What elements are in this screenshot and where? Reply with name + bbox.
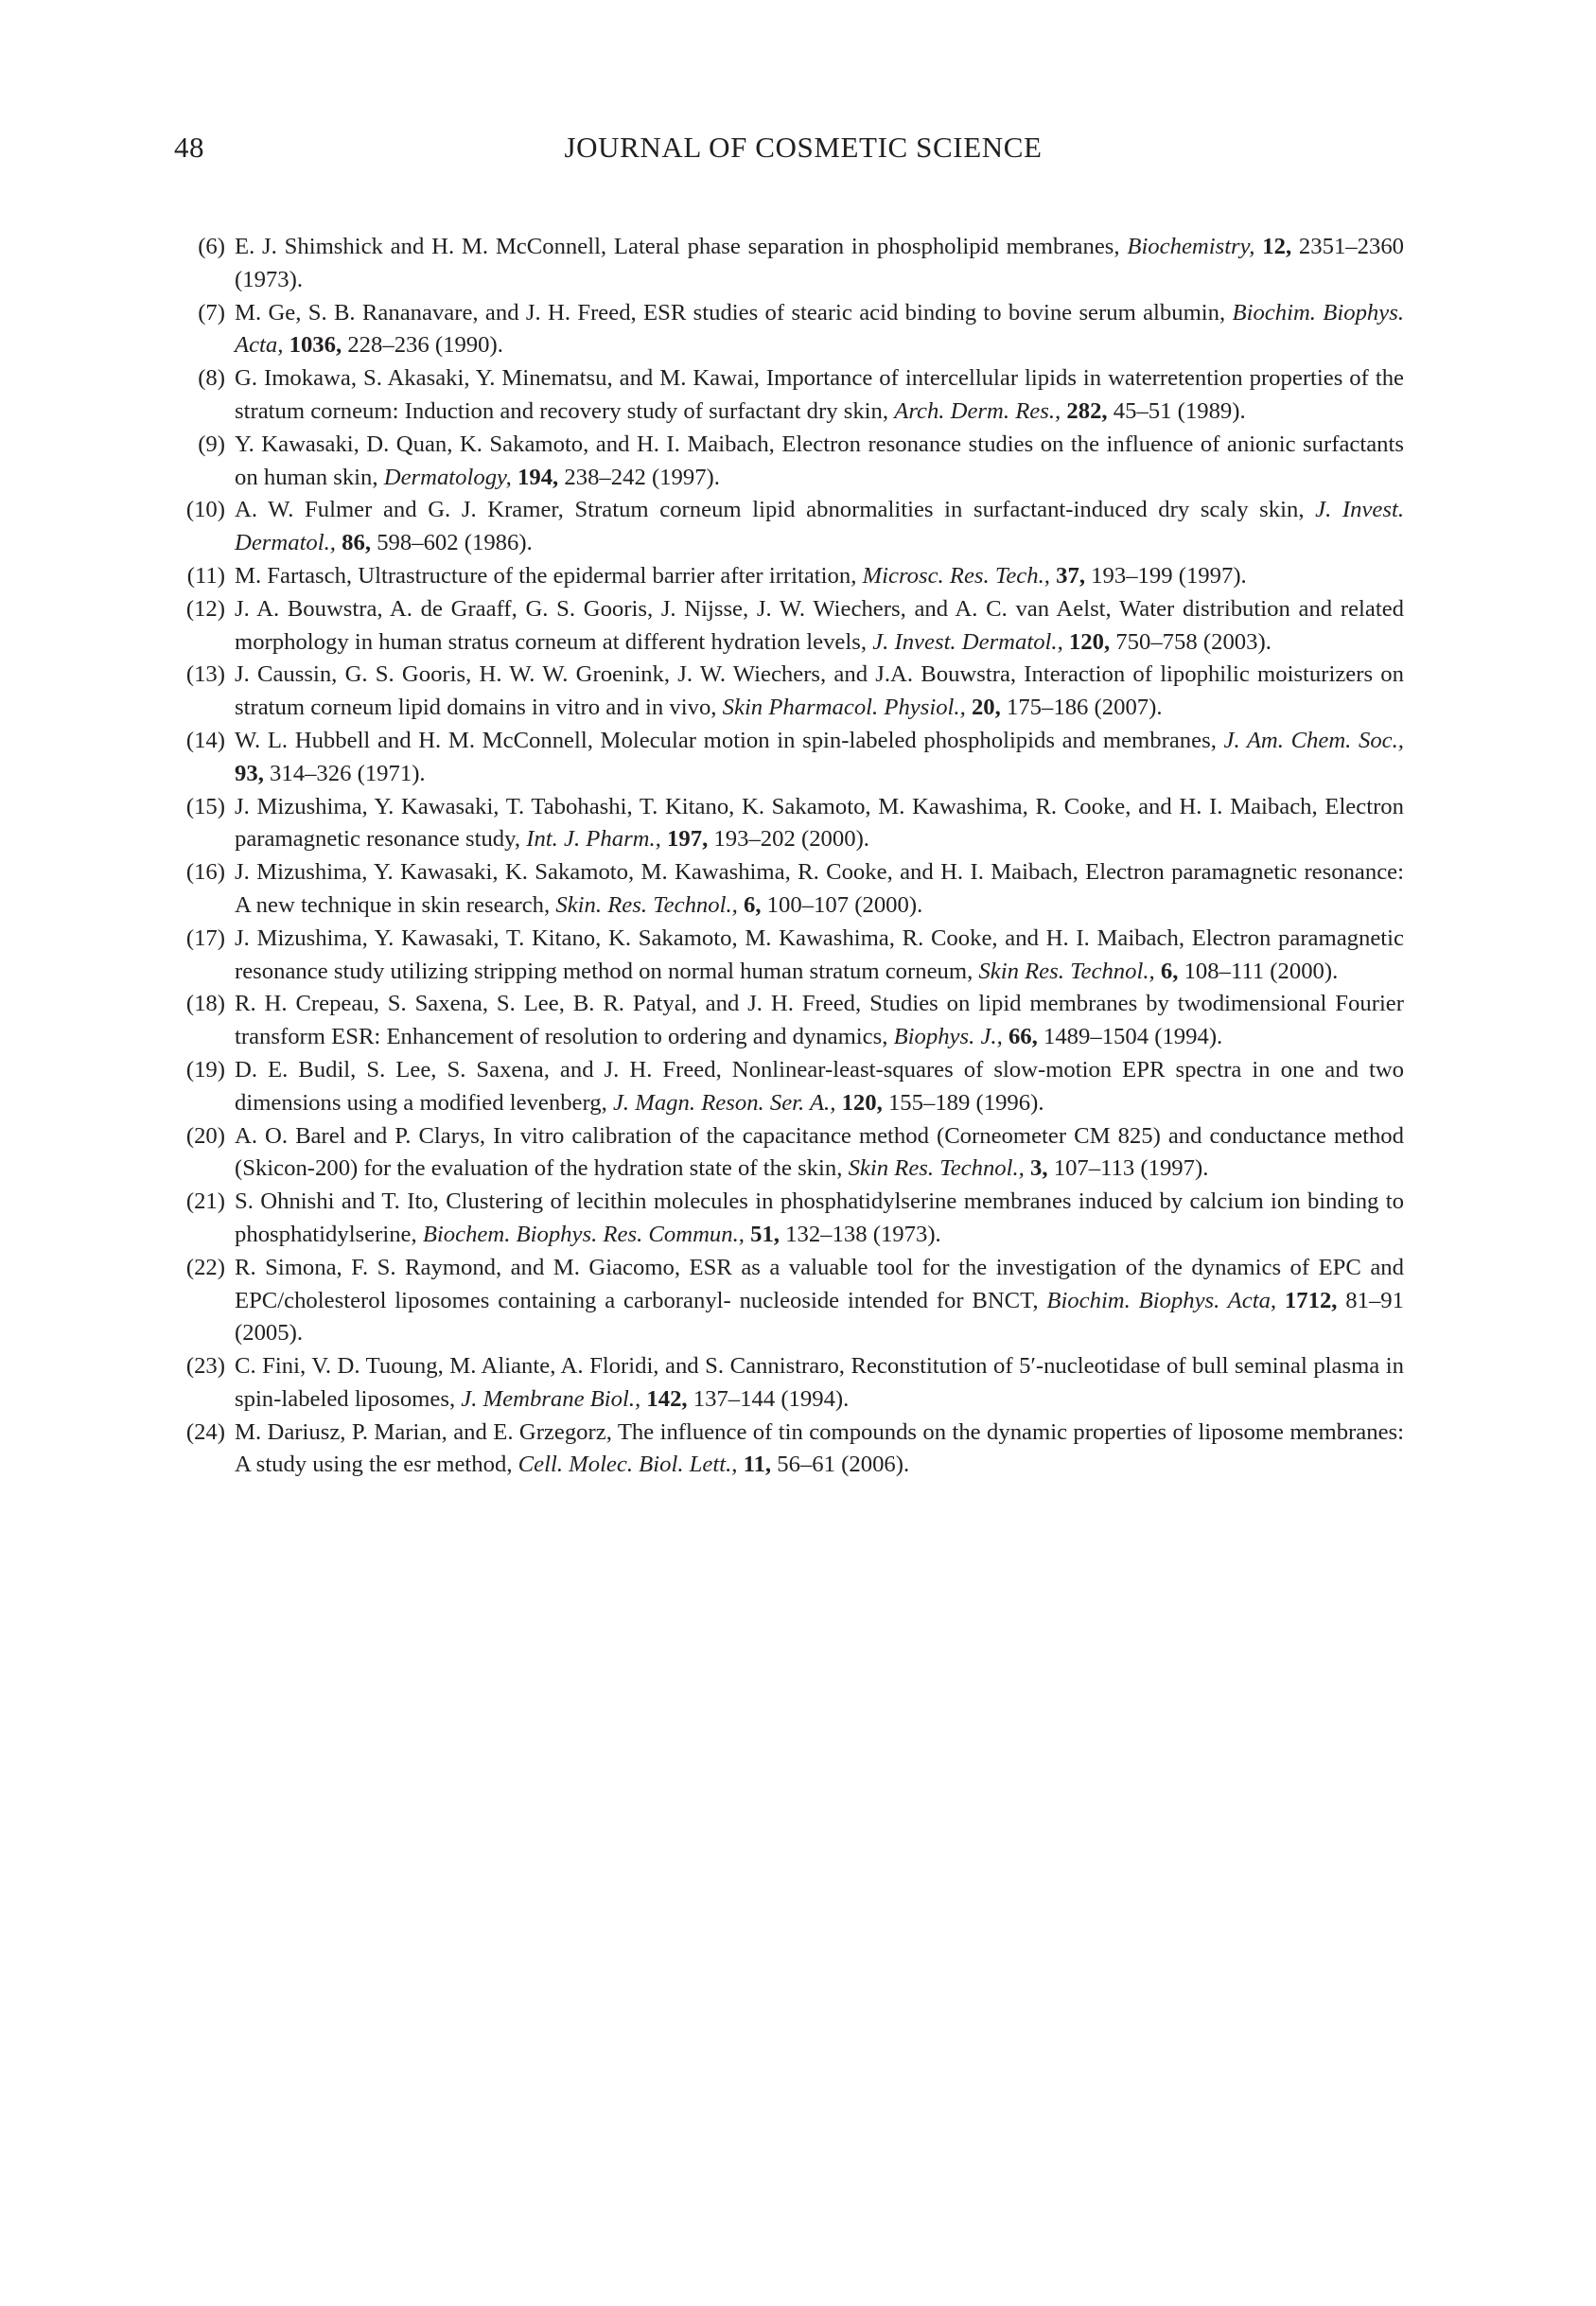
- reference-number: (13): [185, 661, 225, 688]
- reference-number: (20): [185, 1122, 225, 1149]
- reference-item: [174, 1252, 1404, 1350]
- reference-pages: 228–236 (1990).: [342, 332, 503, 359]
- reference-pages: 56–61 (2006).: [771, 1452, 910, 1478]
- reference-text: Y. Kawasaki, D. Quan, K. Sakamoto, and H. I. Maibach, Electron resonance studies on the influence of anionic surfactants on human skin,: [235, 431, 1404, 490]
- reference-volume: 6,: [743, 891, 762, 918]
- reference-text: R. Simona, F. S. Raymond, and M. Giacomo, ESR as a valuable tool for the investigation of the dynamics of EPC and EPC/cholesterol liposomes containing a carboranyl- nucleoside intended for BNCT,: [235, 1254, 1404, 1313]
- reference-text: M. Ge, S. B. Rananavare, and J. H. Freed, ESR studies of stearic acid binding to bovine serum albumin,: [235, 299, 1233, 326]
- reference-text: A. W. Fulmer and G. J. Kramer, Stratum corneum lipid abnormalities in surfactant-induced dry scaly skin,: [235, 497, 1316, 523]
- reference-text: J. Mizushima, Y. Kawasaki, K. Sakamoto, M. Kawashima, R. Cooke, and H. I. Maibach, Electron paramagnetic resonance: A new technique in skin research,: [235, 859, 1404, 918]
- reference-number: (15): [185, 793, 225, 819]
- reference-volume: 20,: [971, 695, 1001, 721]
- reference-journal: J. Am. Chem. Soc.,: [1223, 727, 1404, 753]
- reference-pages: 750–758 (2003).: [1110, 628, 1272, 655]
- reference-volume: 120,: [841, 1089, 883, 1116]
- reference-journal: Biochemistry,: [1127, 234, 1255, 259]
- reference-number: (23): [185, 1353, 225, 1380]
- reference-pages: 193–199 (1997).: [1084, 562, 1247, 589]
- reference-item: [174, 1054, 1404, 1120]
- reference-text: R. H. Crepeau, S. Saxena, S. Lee, B. R. Patyal, and J. H. Freed, Studies on lipid membranes by twodimensional Fourier transform ESR: Enhancement of resolution to ordering and dynamics,: [235, 991, 1404, 1050]
- reference-number: (12): [185, 595, 225, 622]
- reference-volume: 120,: [1068, 628, 1111, 655]
- reference-journal: Biophys. J.,: [893, 1024, 1003, 1050]
- reference-journal: J. Magn. Reson. Ser. A.,: [612, 1089, 836, 1116]
- reference-pages: 193–202 (2000).: [708, 826, 869, 853]
- reference-text: M. Dariusz, P. Marian, and E. Grzegorz, The influence of tin compounds on the dynamic properties of liposome membranes: A study using the esr method,: [235, 1418, 1404, 1478]
- reference-item: [174, 1120, 1404, 1187]
- reference-journal: Microsc. Res. Tech.,: [862, 562, 1050, 589]
- reference-volume: 282,: [1066, 397, 1108, 424]
- reference-pages: 238–242 (1997).: [558, 464, 720, 490]
- reference-item: [174, 923, 1404, 989]
- reference-item: [174, 494, 1404, 560]
- reference-text: J. Caussin, G. S. Gooris, H. W. W. Groenink, J. W. Wiechers, and J.A. Bouwstra, Interaction of lipophilic moisturizers on stratum corneum lipid domains in vitro and in vivo,: [235, 661, 1404, 721]
- reference-journal: Skin Res. Technol.,: [978, 958, 1155, 984]
- reference-journal: Biochim. Biophys. Acta,: [235, 299, 1404, 359]
- reference-volume: 37,: [1056, 562, 1085, 589]
- reference-pages: 155–189 (1996).: [882, 1089, 1044, 1116]
- reference-journal: Skin. Res. Technol.,: [555, 891, 738, 918]
- reference-number: (10): [185, 497, 225, 523]
- reference-volume: 142,: [646, 1385, 688, 1412]
- page-header: [174, 131, 1432, 168]
- reference-volume: 12,: [1262, 234, 1292, 259]
- reference-pages: 81–91 (2005).: [235, 1287, 1404, 1347]
- reference-pages: 100–107 (2000).: [761, 891, 923, 918]
- reference-pages: 132–138 (1973).: [779, 1221, 941, 1247]
- reference-number: (24): [185, 1418, 225, 1445]
- reference-volume: 93,: [235, 760, 264, 786]
- reference-text: D. E. Budil, S. Lee, S. Saxena, and J. H. Freed, Nonlinear-least-squares of slow-motion EPR spectra in one and two dimensions using a modified levenberg,: [235, 1056, 1404, 1116]
- reference-journal: Dermatology,: [383, 464, 512, 490]
- reference-item: [174, 362, 1404, 429]
- reference-journal: Int. J. Pharm.,: [526, 826, 661, 853]
- reference-number: (21): [185, 1188, 225, 1215]
- reference-item: [174, 725, 1404, 791]
- reference-volume: 1036,: [289, 332, 342, 359]
- reference-journal: J. Membrane Biol.,: [461, 1385, 641, 1412]
- reference-volume: 86,: [342, 530, 372, 556]
- reference-number: (9): [198, 431, 225, 457]
- reference-journal: J. Invest. Dermatol.,: [235, 497, 1404, 556]
- reference-journal: Biochim. Biophys. Acta,: [1046, 1287, 1277, 1313]
- reference-journal: Biochem. Biophys. Res. Commun.,: [422, 1221, 745, 1247]
- reference-number: (11): [186, 562, 225, 589]
- reference-journal: J. Invest. Dermatol.,: [872, 628, 1063, 655]
- reference-pages: 107–113 (1997).: [1047, 1155, 1209, 1182]
- reference-pages: 1489–1504 (1994).: [1037, 1024, 1223, 1050]
- reference-volume: 11,: [743, 1452, 772, 1478]
- reference-pages: 108–111 (2000).: [1178, 958, 1339, 984]
- reference-text: M. Fartasch, Ultrastructure of the epidermal barrier after irritation,: [235, 562, 863, 589]
- reference-text: J. Mizushima, Y. Kawasaki, T. Tabohashi, T. Kitano, K. Sakamoto, M. Kawashima, R. Cooke, and H. I. Maibach, Electron paramagnetic resonance study,: [235, 793, 1404, 853]
- reference-item: [174, 1350, 1404, 1417]
- reference-journal: Skin Pharmacol. Physiol.,: [722, 695, 966, 721]
- reference-pages: 45–51 (1989).: [1107, 397, 1246, 424]
- reference-item: [174, 1186, 1404, 1252]
- reference-journal: Cell. Molec. Biol. Lett.,: [517, 1452, 738, 1478]
- reference-volume: 66,: [1008, 1024, 1038, 1050]
- reference-item: [174, 560, 1404, 593]
- reference-number: (14): [185, 727, 225, 753]
- reference-volume: 6,: [1160, 958, 1179, 984]
- reference-volume: 3,: [1030, 1155, 1048, 1182]
- reference-number: (7): [198, 299, 225, 326]
- reference-item: [174, 659, 1404, 725]
- reference-number: (6): [198, 234, 225, 259]
- reference-item: [174, 1417, 1404, 1483]
- reference-number: (17): [185, 924, 225, 951]
- reference-volume: 51,: [750, 1221, 780, 1247]
- reference-item: [174, 429, 1404, 495]
- reference-list: [174, 231, 1404, 1482]
- reference-text: E. J. Shimshick and H. M. McConnell, Lateral phase separation in phospholipid membranes,: [235, 234, 1128, 259]
- reference-pages: 137–144 (1994).: [687, 1385, 850, 1412]
- running-head: JOURNAL OF COSMETIC SCIENCE: [564, 131, 1043, 164]
- reference-item: [174, 297, 1404, 363]
- reference-item: [174, 856, 1404, 923]
- reference-journal: Arch. Derm. Res.,: [894, 397, 1061, 424]
- reference-item: [174, 231, 1404, 297]
- page-number: 48: [174, 131, 204, 164]
- reference-pages: 175–186 (2007).: [1000, 695, 1163, 721]
- reference-text: W. L. Hubbell and H. M. McConnell, Molecular motion in spin-labeled phospholipids and membranes,: [235, 727, 1224, 753]
- reference-volume: 197,: [667, 826, 709, 853]
- reference-text: S. Ohnishi and T. Ito, Clustering of lecithin molecules in phosphatidylserine membranes induced by calcium ion binding to phosphatidylserine,: [235, 1188, 1404, 1247]
- reference-number: (18): [185, 991, 225, 1017]
- reference-text: J. Mizushima, Y. Kawasaki, T. Kitano, K. Sakamoto, M. Kawashima, R. Cooke, and H. I. Maibach, Electron paramagnetic resonance study utilizing stripping method on normal human stratum corneum,: [235, 924, 1404, 984]
- reference-item: [174, 593, 1404, 660]
- reference-pages: 598–602 (1986).: [371, 530, 533, 556]
- reference-number: (22): [185, 1254, 225, 1280]
- reference-pages: 314–326 (1971).: [263, 760, 426, 786]
- reference-number: (16): [185, 859, 225, 886]
- reference-pages: 2351–2360 (1973).: [235, 234, 1405, 292]
- reference-item: [174, 791, 1404, 857]
- reference-number: (19): [185, 1056, 225, 1083]
- reference-journal: Skin Res. Technol.,: [848, 1155, 1025, 1182]
- reference-text: C. Fini, V. D. Tuoung, M. Aliante, A. Floridi, and S. Cannistraro, Reconstitution of 5′-nucleotidase of bull seminal plasma in spin-labeled liposomes,: [235, 1353, 1404, 1412]
- reference-text: J. A. Bouwstra, A. de Graaff, G. S. Gooris, J. Nijsse, J. W. Wiechers, and A. C. van Aelst, Water distribution and related morphology in human stratus corneum at different hydration levels,: [235, 595, 1404, 655]
- reference-volume: 1712,: [1284, 1287, 1338, 1313]
- reference-volume: 194,: [517, 464, 559, 490]
- reference-text: A. O. Barel and P. Clarys, In vitro calibration of the capacitance method (Corneometer CM 825) and conductance method (Skicon-200) for the evaluation of the hydration state of the skin,: [235, 1122, 1404, 1182]
- reference-number: (8): [198, 365, 225, 392]
- reference-text: G. Imokawa, S. Akasaki, Y. Minematsu, and M. Kawai, Importance of intercellular lipids in waterretention properties of the stratum corneum: Induction and recovery study of surfactant dry skin,: [235, 365, 1404, 424]
- reference-item: [174, 988, 1404, 1054]
